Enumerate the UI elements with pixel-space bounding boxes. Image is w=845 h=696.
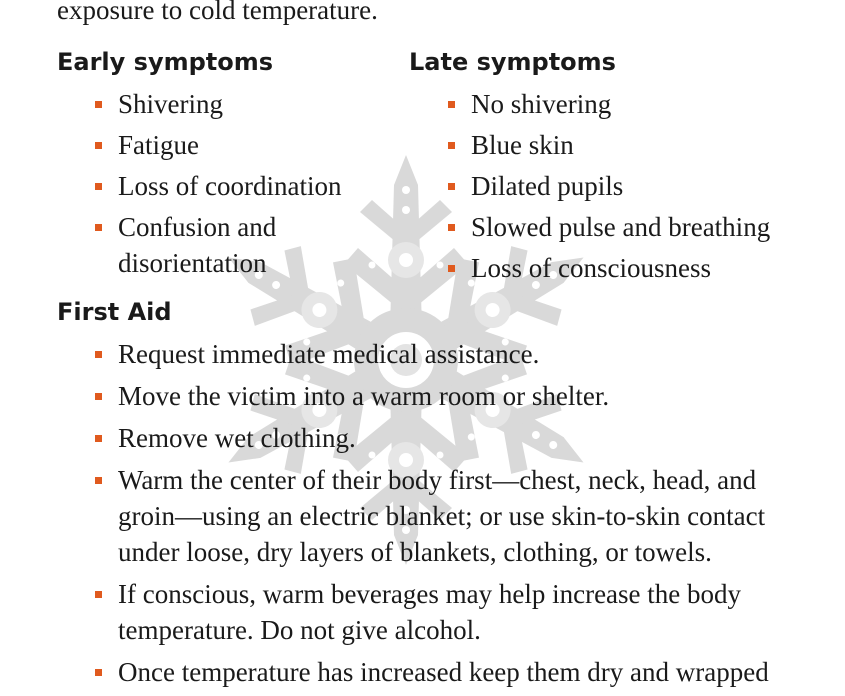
list-item: Loss of coordination — [95, 168, 395, 204]
list-item: Fatigue — [95, 127, 395, 163]
late-symptoms-heading: Late symptoms — [409, 48, 616, 76]
list-item: Remove wet clothing. — [95, 420, 795, 456]
list-item: Warm the center of their body first—chest, neck, head, and groin—using an electric blanket; or use skin-to-skin contact under loose, dry layers of blankets, clothing, or towels. — [95, 462, 795, 570]
list-item: No shivering — [448, 86, 845, 122]
list-item: Blue skin — [448, 127, 845, 163]
list-item: Move the victim into a warm room or shelter. — [95, 378, 795, 414]
list-item: Loss of consciousness — [448, 250, 845, 286]
list-item: If conscious, warm beverages may help increase the body temperature. Do not give alcohol. — [95, 576, 795, 648]
list-item: Request immediate medical assistance. — [95, 336, 795, 372]
list-item: Dilated pupils — [448, 168, 845, 204]
late-symptoms-list — [448, 86, 845, 291]
list-item: Once temperature has increased keep them dry and wrapped — [95, 654, 795, 690]
list-item: Slowed pulse and breathing — [448, 209, 845, 245]
list-item: Shivering — [95, 86, 395, 122]
first-aid-heading: First Aid — [57, 298, 172, 326]
early-symptoms-heading: Early symptoms — [57, 48, 274, 76]
list-item: Confusion and disorientation — [95, 209, 395, 281]
intro-text: exposure to cold temperature. — [57, 0, 378, 25]
first-aid-list — [95, 336, 795, 696]
early-symptoms-list — [95, 86, 395, 286]
